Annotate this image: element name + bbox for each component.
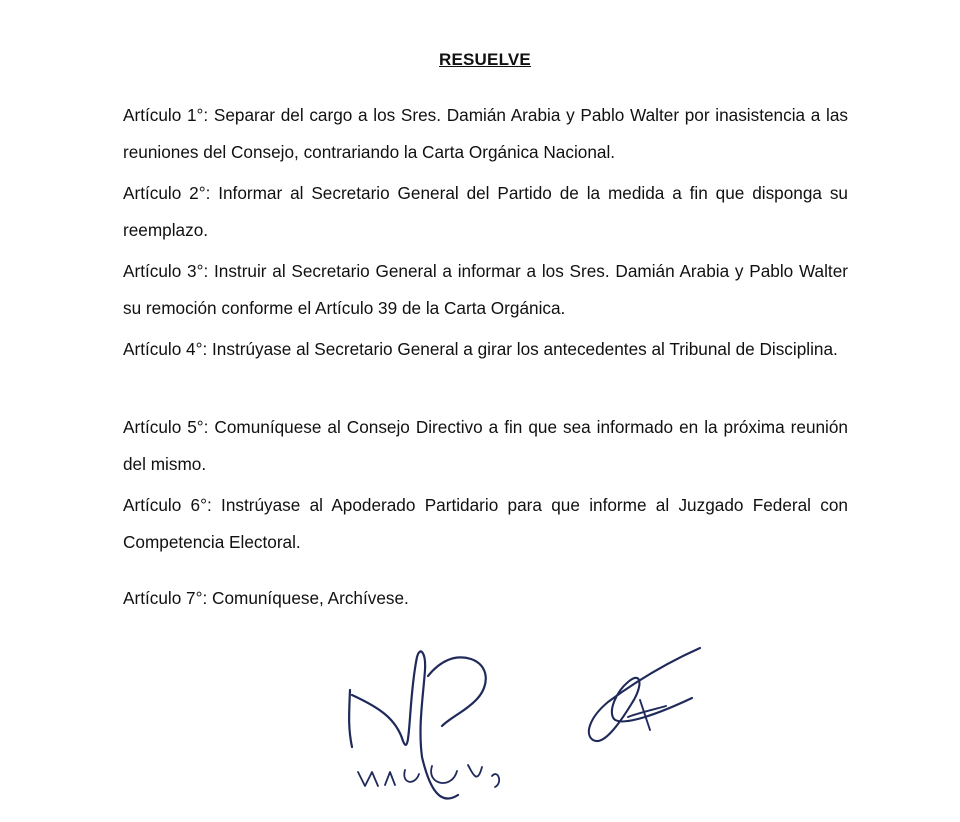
article-3: Artículo 3°: Instruir al Secretario General a informar a los Sres. Damián Arabia y Pablo Walter su remoción conforme el Artículo 39 de la Carta Orgánica. <box>123 261 848 318</box>
signature-area <box>330 640 730 815</box>
left-signature <box>330 640 510 815</box>
article-7: Artículo 7°: Comuníquese, Archívese. <box>123 588 409 608</box>
article-5: Artículo 5°: Comuníquese al Consejo Directivo a fin que sea informado en la próxima reunión del mismo. <box>123 417 848 474</box>
article-6: Artículo 6°: Instrúyase al Apoderado Partidario para que informe al Juzgado Federal con Competencia Electoral. <box>123 495 848 552</box>
article-2: Artículo 2°: Informar al Secretario General del Partido de la medida a fin que disponga su reemplazo. <box>123 183 848 240</box>
document-heading: RESUELVE <box>439 50 531 69</box>
article-1: Artículo 1°: Separar del cargo a los Sres. Damián Arabia y Pablo Walter por inasistencia a las reuniones del Consejo, contrariando la Carta Orgánica Nacional. <box>123 105 848 162</box>
article-4: Artículo 4°: Instrúyase al Secretario General a girar los antecedentes al Tribunal de Disciplina. <box>123 339 838 359</box>
right-signature <box>580 640 710 750</box>
